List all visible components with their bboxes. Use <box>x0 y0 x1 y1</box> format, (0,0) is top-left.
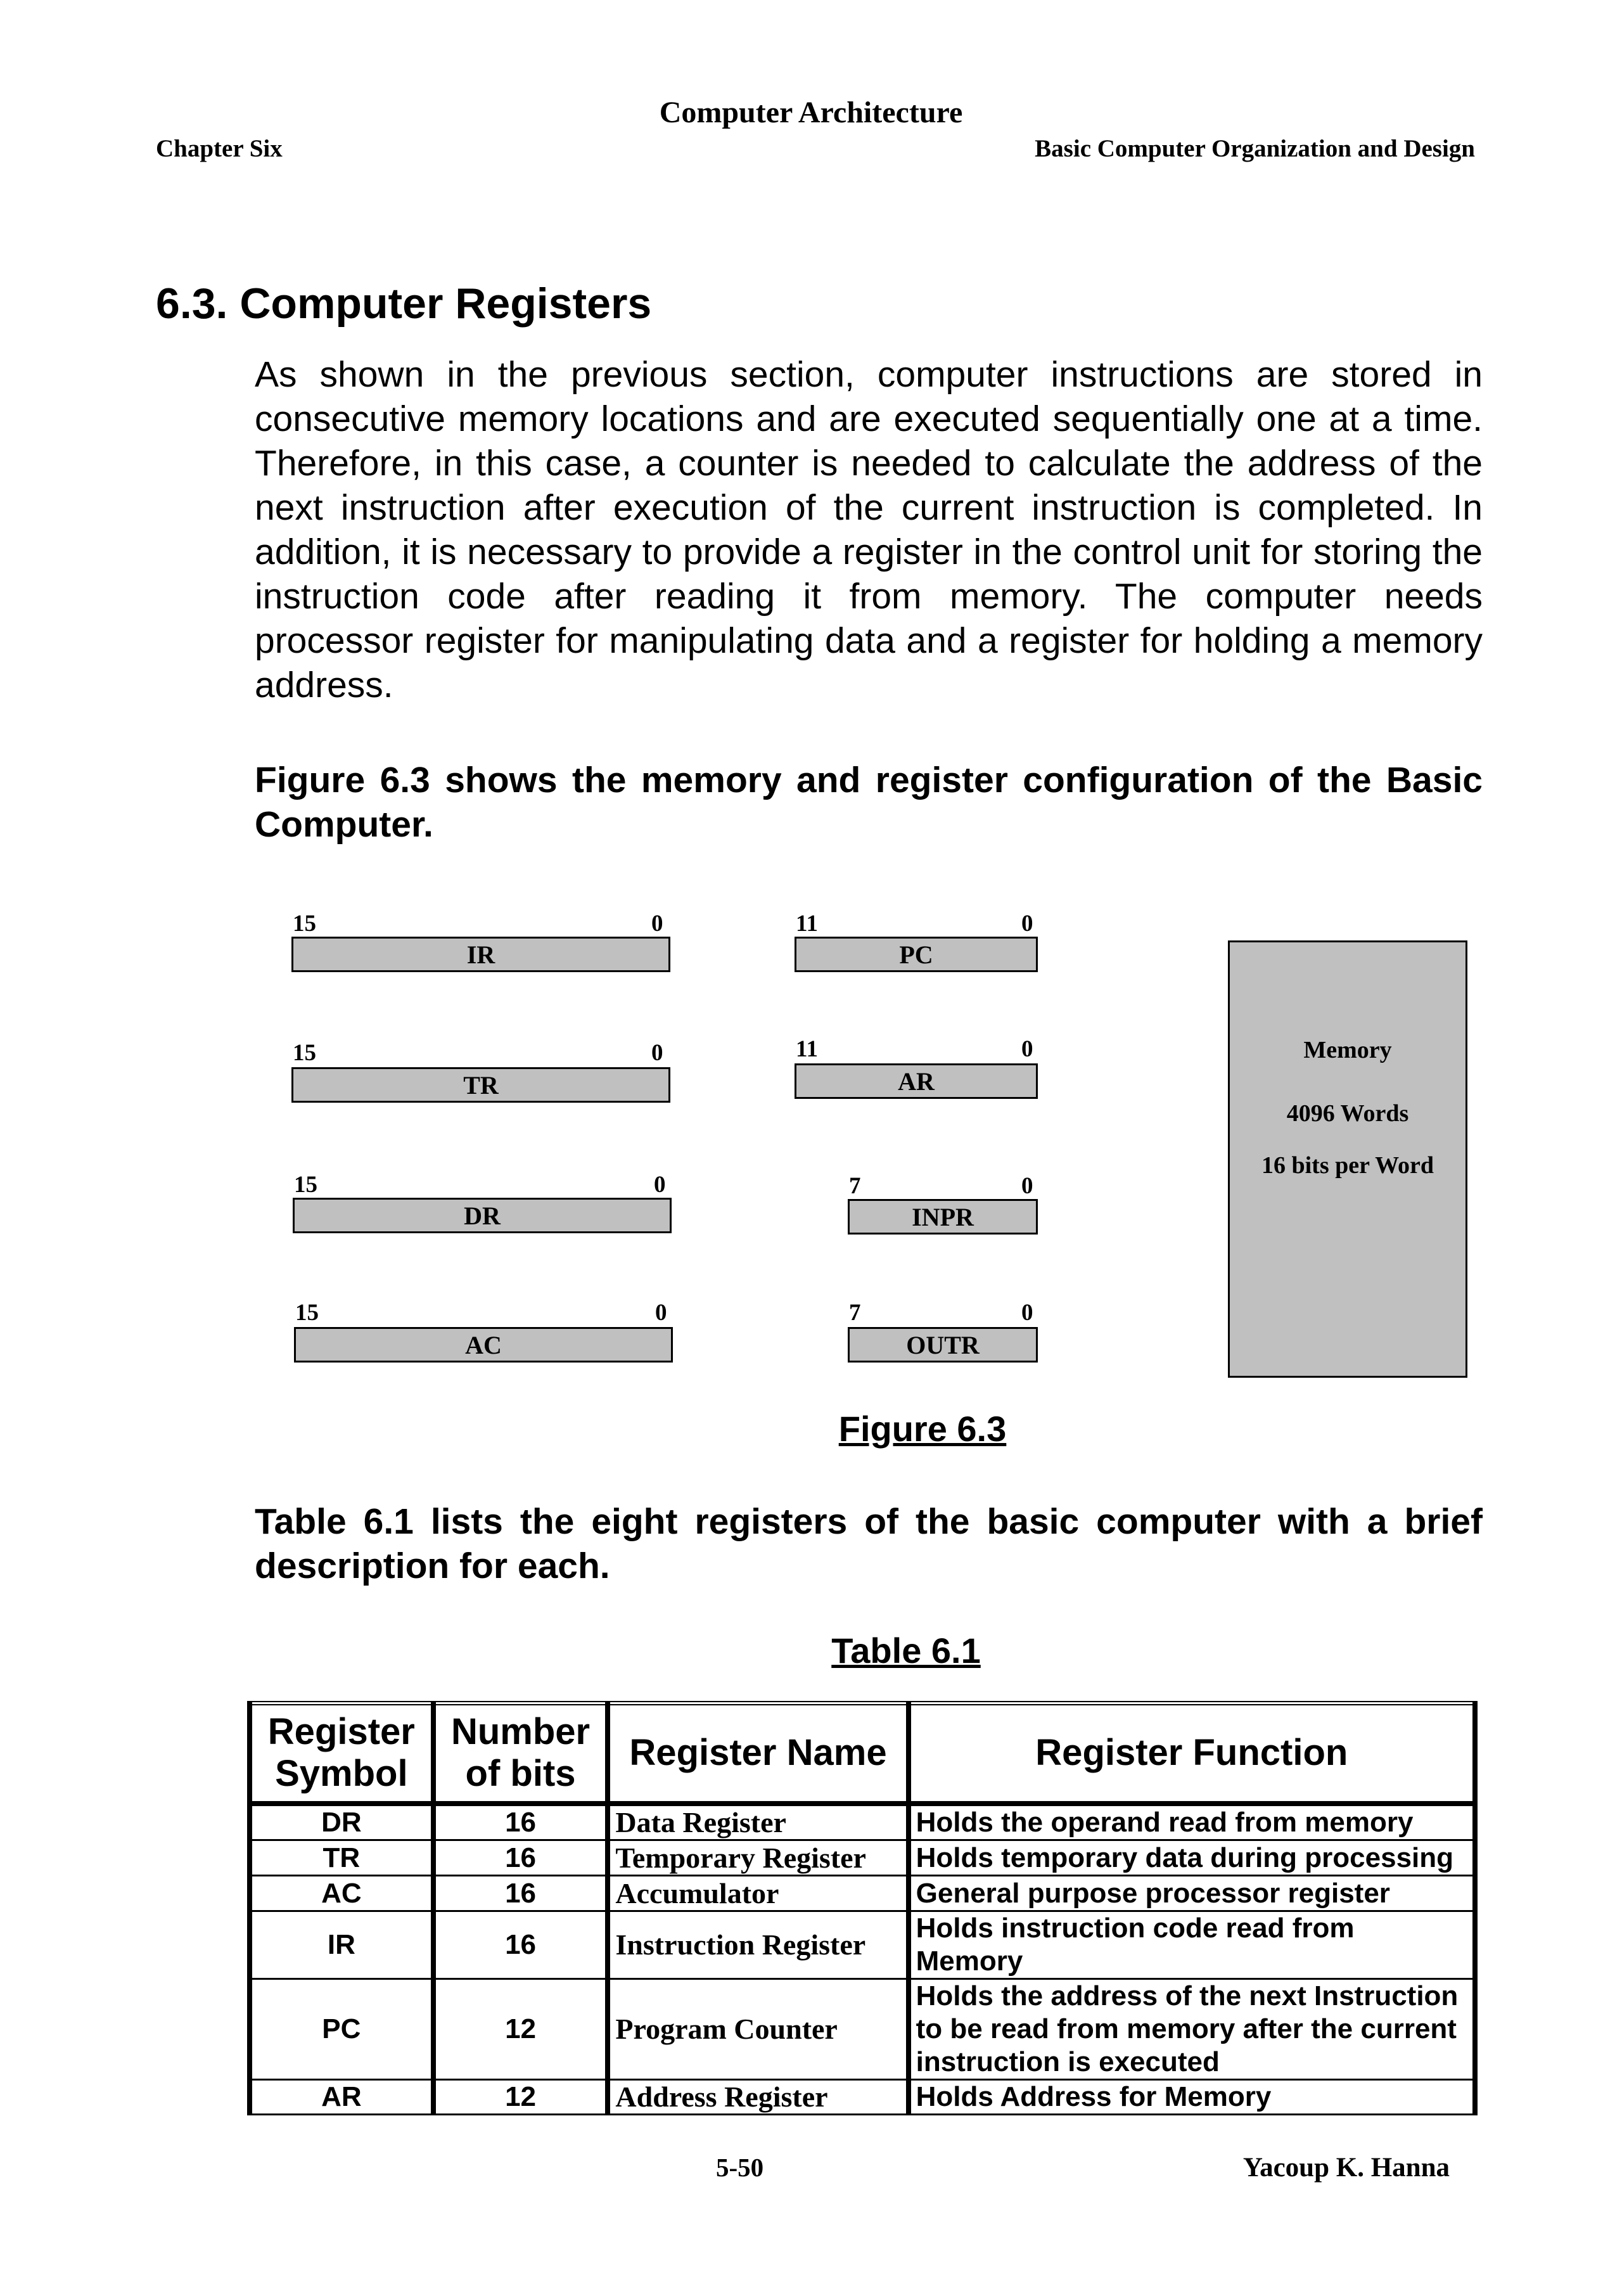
cell-bits: 16 <box>433 1876 608 1911</box>
footer-author: Yacoup K. Hanna <box>1242 2153 1450 2183</box>
register-ac: AC <box>294 1327 673 1363</box>
ac-low-bit: 0 <box>655 1300 667 1326</box>
pc-low-bit: 0 <box>1021 911 1033 937</box>
table-row <box>250 1979 1475 2080</box>
cell-name: Instruction Register <box>608 1911 908 1979</box>
ac-high-bit: 15 <box>295 1300 319 1326</box>
cell-function: Holds temporary data during processing <box>909 1840 1475 1876</box>
header-register-symbol: Register Symbol <box>250 1703 433 1804</box>
memory-block <box>1228 940 1467 1378</box>
register-ar: AR <box>795 1063 1038 1099</box>
body-paragraph-table-ref: Table 6.1 lists the eight registers of the basic computer with a brief description for each. <box>255 1501 1483 1586</box>
pc-high-bit: 11 <box>796 911 818 937</box>
table-row <box>250 1804 1475 1840</box>
inpr-low-bit: 0 <box>1021 1173 1033 1199</box>
cell-name: Address Register <box>608 2080 908 2115</box>
cell-name: Data Register <box>608 1804 908 1840</box>
outr-high-bit: 7 <box>849 1300 861 1326</box>
cell-symbol: AR <box>250 2080 433 2115</box>
page-number: 5-50 <box>716 2153 764 2182</box>
dr-high-bit: 15 <box>294 1172 317 1198</box>
body-paragraph-figure-ref: Figure 6.3 shows the memory and register configuration of the Basic Computer. <box>255 760 1483 845</box>
cell-bits: 16 <box>433 1911 608 1979</box>
tr-low-bit: 0 <box>651 1040 663 1066</box>
cell-bits: 12 <box>433 2080 608 2115</box>
tr-high-bit: 15 <box>293 1040 316 1066</box>
table-caption: Table 6.1 <box>831 1631 981 1671</box>
running-header-chapter: Chapter Six <box>156 135 283 162</box>
header-register-name: Register Name <box>608 1703 908 1804</box>
cell-function: General purpose processor register <box>909 1876 1475 1911</box>
cell-name: Accumulator <box>608 1876 908 1911</box>
header-register-function: Register Function <box>909 1703 1475 1804</box>
cell-symbol: AC <box>250 1876 433 1911</box>
body-paragraph-intro: As shown in the previous section, computer instructions are stored in consecutive memory locations and are executed sequentially one at a time. Therefore, in this case, a counter is needed to calculate the address of the next instruction after execution of the current instruction is completed. In addition, it is necessary to provide a register in the control unit for storing the instruction code after reading it from memory. The computer needs processor register for manipulating data and a register for holding a memory address. <box>255 354 1483 705</box>
cell-symbol: TR <box>250 1840 433 1876</box>
memory-words: 4096 Words <box>1286 1100 1409 1127</box>
cell-bits: 16 <box>433 1804 608 1840</box>
table-row <box>250 1876 1475 1911</box>
cell-symbol: PC <box>250 1979 433 2080</box>
running-header-title: Computer Architecture <box>659 96 963 129</box>
inpr-high-bit: 7 <box>849 1173 861 1199</box>
figure-caption: Figure 6.3 <box>838 1409 1007 1449</box>
memory-bits-per-word: 16 bits per Word <box>1261 1152 1434 1179</box>
register-inpr: INPR <box>848 1199 1038 1235</box>
table-row <box>250 2080 1475 2115</box>
table-row <box>250 1840 1475 1876</box>
ir-high-bit: 15 <box>293 911 316 937</box>
registers-table <box>247 1701 1478 2115</box>
register-ir: IR <box>291 937 670 972</box>
register-pc: PC <box>795 937 1038 972</box>
cell-function: Holds Address for Memory <box>909 2080 1475 2115</box>
cell-symbol: IR <box>250 1911 433 1979</box>
cell-name: Temporary Register <box>608 1840 908 1876</box>
cell-name: Program Counter <box>608 1979 908 2080</box>
cell-function: Holds instruction code read from Memory <box>909 1911 1475 1979</box>
table-header-row <box>250 1703 1475 1804</box>
cell-function: Holds the operand read from memory <box>909 1804 1475 1840</box>
ir-low-bit: 0 <box>651 911 663 937</box>
cell-function: Holds the address of the next Instruction to be read from memory after the current instruction is executed <box>909 1979 1475 2080</box>
register-dr: DR <box>293 1198 672 1233</box>
cell-bits: 12 <box>433 1979 608 2080</box>
outr-low-bit: 0 <box>1021 1300 1033 1326</box>
cell-symbol: DR <box>250 1804 433 1840</box>
register-tr: TR <box>291 1067 670 1103</box>
header-number-of-bits: Number of bits <box>433 1703 608 1804</box>
register-outr: OUTR <box>848 1327 1038 1363</box>
ar-low-bit: 0 <box>1021 1036 1033 1062</box>
section-heading: 6.3. Computer Registers <box>156 279 652 328</box>
cell-bits: 16 <box>433 1840 608 1876</box>
memory-label: Memory <box>1303 1037 1392 1063</box>
running-header-subtitle: Basic Computer Organization and Design <box>1035 135 1475 162</box>
dr-low-bit: 0 <box>654 1172 666 1198</box>
table-row <box>250 1911 1475 1979</box>
ar-high-bit: 11 <box>796 1036 818 1062</box>
